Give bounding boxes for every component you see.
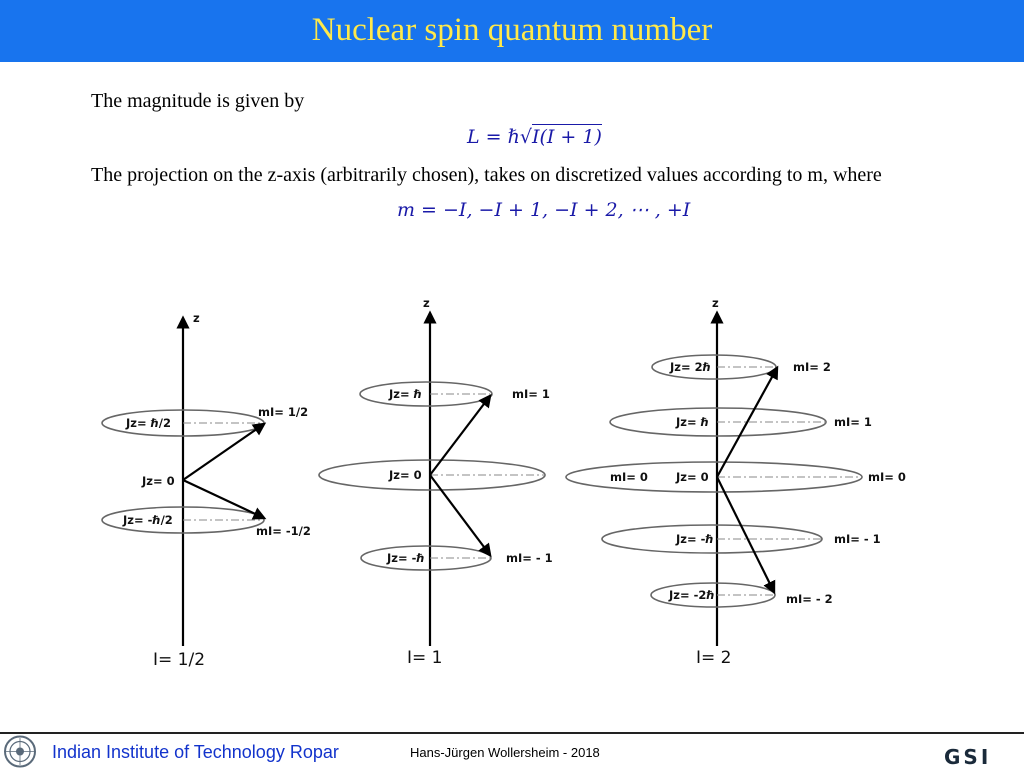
jz-label: Jz= -ℏ bbox=[676, 532, 714, 546]
z-axis-label: z bbox=[423, 296, 430, 310]
magnitude-equation-radicand: I(I + 1) bbox=[531, 126, 602, 148]
m-label: mI= 0 bbox=[868, 470, 906, 484]
jz-label: Jz= 0 bbox=[389, 468, 422, 482]
iit-ropar-logo-icon bbox=[3, 735, 37, 768]
m-label: mI= 1/2 bbox=[258, 405, 309, 419]
magnitude-text: The magnitude is given by bbox=[91, 90, 305, 112]
projection-text: The projection on the z-axis (arbitrarily chosen), takes on discretized values according to m, where bbox=[91, 164, 882, 186]
spin-label: I= 1/2 bbox=[153, 650, 206, 670]
sqrt-icon: √ bbox=[519, 126, 532, 148]
jz-label: Jz= 2ℏ bbox=[670, 360, 711, 374]
m-label: mI= 1 bbox=[512, 387, 550, 401]
z-axis-label: z bbox=[193, 311, 200, 325]
spin-label: I= 1 bbox=[407, 648, 443, 668]
m-label: mI= -1/2 bbox=[256, 524, 311, 538]
gsi-logo: GSI bbox=[944, 745, 992, 769]
m-label: mI= 2 bbox=[793, 360, 831, 374]
z-axis-label: z bbox=[712, 296, 719, 310]
jz-label: Jz= -ℏ bbox=[387, 551, 425, 565]
jz-label: Jz= 0 bbox=[676, 470, 709, 484]
jz-label: Jz= ℏ bbox=[676, 415, 709, 429]
precession-ellipse bbox=[361, 546, 491, 570]
footer-institute: Indian Institute of Technology Ropar bbox=[52, 742, 339, 762]
projection-equation: m = −I, −I + 1, −I + 2, ⋯ , +I bbox=[397, 199, 691, 221]
diagram-spin-two bbox=[566, 296, 906, 668]
m-label: mI= - 2 bbox=[786, 592, 833, 606]
m-label: mI= - 1 bbox=[834, 532, 881, 546]
footer-divider bbox=[0, 732, 1024, 734]
m-label: mI= 1 bbox=[834, 415, 872, 429]
slide-title: Nuclear spin quantum number bbox=[311, 12, 713, 48]
footer-author: Hans-Jürgen Wollersheim - 2018 bbox=[410, 745, 600, 760]
spin-vector bbox=[717, 477, 774, 592]
magnitude-equation-lhs: L = ℏ bbox=[467, 126, 520, 148]
spin-vector bbox=[183, 480, 264, 518]
jz-label: Jz= -2ℏ bbox=[669, 588, 715, 602]
diagram-spin-one bbox=[319, 296, 553, 668]
jz-label: Jz= 0 bbox=[142, 474, 175, 488]
spin-vector bbox=[430, 475, 490, 555]
jz-label: Jz= -ℏ/2 bbox=[123, 513, 173, 527]
spin-vector bbox=[430, 396, 490, 475]
jz-label: Jz= ℏ bbox=[389, 387, 422, 401]
m-label-left: mI= 0 bbox=[610, 470, 648, 484]
precession-ellipse bbox=[360, 382, 492, 406]
diagram-spin-half bbox=[102, 311, 311, 670]
jz-label: Jz= ℏ/2 bbox=[126, 416, 172, 430]
spin-label: I= 2 bbox=[696, 648, 732, 668]
m-label: mI= - 1 bbox=[506, 551, 553, 565]
spin-vector bbox=[183, 424, 264, 480]
